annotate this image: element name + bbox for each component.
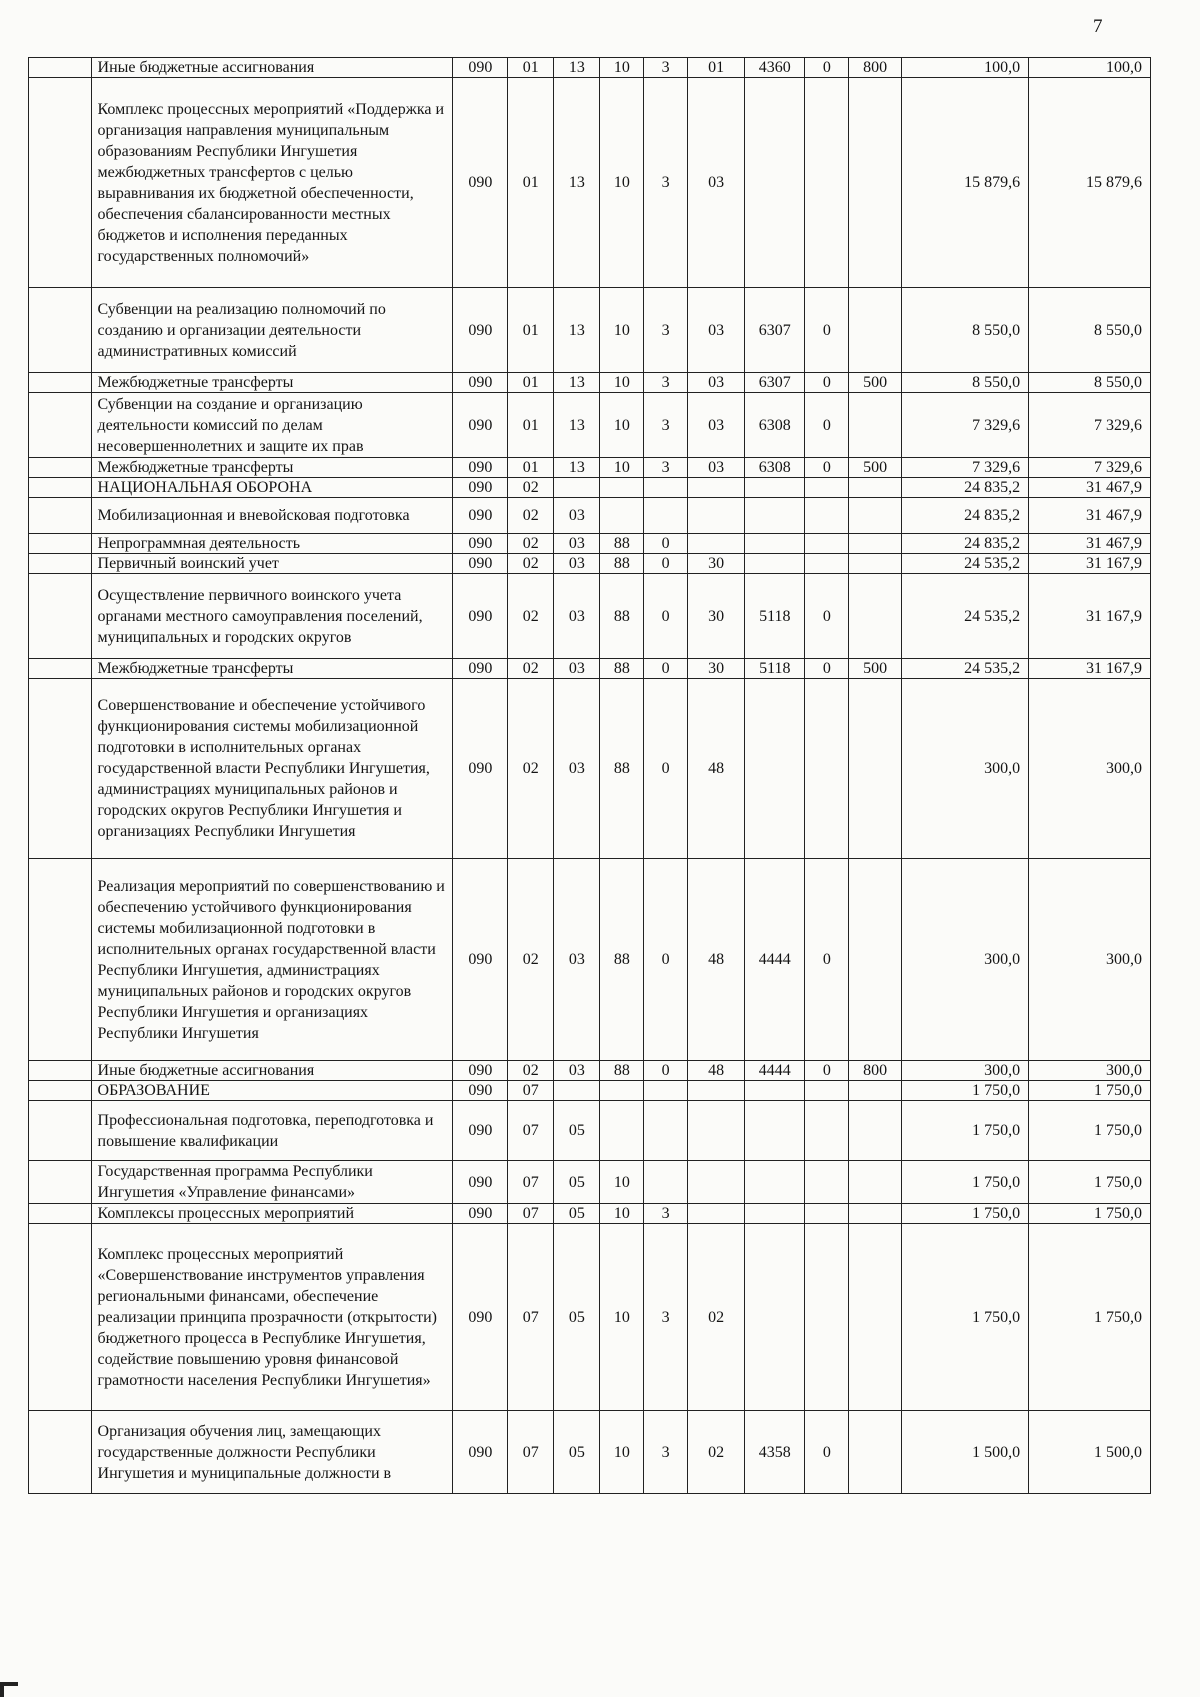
subprogram-code-cell: 3 — [644, 78, 688, 288]
measure-code-cell — [688, 1081, 745, 1101]
table-row — [29, 1081, 1151, 1101]
item-name-cell: Профессиональная подготовка, переподготовка и повышение квалификации — [91, 1101, 453, 1161]
section-code-cell: 02 — [508, 554, 554, 574]
section-code-cell: 02 — [508, 1061, 554, 1081]
budget-table — [28, 57, 1151, 1494]
section-code-cell: 02 — [508, 498, 554, 534]
program-code-cell: 10 — [600, 1204, 644, 1224]
program-code-cell — [600, 1081, 644, 1101]
program-code-cell: 88 — [600, 1061, 644, 1081]
ministry-code-cell: 090 — [453, 1161, 508, 1204]
section-code-cell: 07 — [508, 1101, 554, 1161]
measure-code-cell: 02 — [688, 1411, 745, 1494]
direction-code-cell: 6308 — [745, 393, 805, 458]
measure-code-cell: 48 — [688, 679, 745, 859]
section-code-cell: 02 — [508, 859, 554, 1061]
table-row — [29, 1204, 1151, 1224]
amount-year2-cell: 31 167,9 — [1029, 554, 1151, 574]
amount-year2-cell: 300,0 — [1029, 859, 1151, 1061]
amount-year1-cell: 1 750,0 — [901, 1161, 1028, 1204]
expense-type-code-cell: 800 — [849, 1061, 902, 1081]
row-number-cell — [29, 1101, 92, 1161]
subsection-code-cell: 13 — [554, 58, 600, 78]
amount-year2-cell: 15 879,6 — [1029, 78, 1151, 288]
subsection-code-cell: 13 — [554, 288, 600, 373]
measure-code-cell: 30 — [688, 554, 745, 574]
direction-code-cell — [745, 679, 805, 859]
subsection-code-cell: 05 — [554, 1204, 600, 1224]
item-name-cell: Межбюджетные трансферты — [91, 659, 453, 679]
subprogram-code-cell: 0 — [644, 1061, 688, 1081]
subsection-code-cell: 13 — [554, 373, 600, 393]
expense-type-code-cell — [849, 1411, 902, 1494]
program-code-cell: 10 — [600, 393, 644, 458]
program-code-cell: 88 — [600, 659, 644, 679]
ministry-code-cell: 090 — [453, 574, 508, 659]
direction-code-cell: 5118 — [745, 574, 805, 659]
amount-year1-cell: 300,0 — [901, 1061, 1028, 1081]
amount-year1-cell: 1 500,0 — [901, 1411, 1028, 1494]
subsection-code-cell — [554, 1081, 600, 1101]
table-row — [29, 574, 1151, 659]
direction-code-cell: 4358 — [745, 1411, 805, 1494]
amount-year2-cell: 1 750,0 — [1029, 1101, 1151, 1161]
direction-code-cell — [745, 554, 805, 574]
ministry-code-cell: 090 — [453, 659, 508, 679]
subprogram-code-cell: 3 — [644, 458, 688, 478]
subprogram-code-cell: 0 — [644, 534, 688, 554]
table-row — [29, 1061, 1151, 1081]
item-name-cell: Реализация мероприятий по совершенствованию и обеспечению устойчивого функционирования системы мобилизационной подготовки в исполнительных органах государственной власти Республики Ингушетия, администрациях муниципальных районов и городских округов Республики Ингушетия и организациях Республики Ингушетия — [91, 859, 453, 1061]
item-name-cell: Комплекс процессных мероприятий «Поддержка и организация направления муниципальным образованиям Республики Ингушетия межбюджетных трансфертов с целью выравнивания их бюджетной обеспеченности, обеспечения сбалансированности местных бюджетов и исполнения переданных государственных полномочий» — [91, 78, 453, 288]
subsection-code-cell: 03 — [554, 534, 600, 554]
item-name-cell: Осуществление первичного воинского учета органами местного самоуправления поселений, муниципальных и городских округов — [91, 574, 453, 659]
amount-year1-cell: 1 750,0 — [901, 1081, 1028, 1101]
row-number-cell — [29, 1411, 92, 1494]
row-number-cell — [29, 859, 92, 1061]
expense-type-code-cell: 500 — [849, 458, 902, 478]
expense-type-code-cell — [849, 534, 902, 554]
row-number-cell — [29, 1081, 92, 1101]
sub-direction-code-cell — [805, 1161, 849, 1204]
item-name-cell: Комплексы процессных мероприятий — [91, 1204, 453, 1224]
subsection-code-cell: 05 — [554, 1411, 600, 1494]
subprogram-code-cell — [644, 478, 688, 498]
row-number-cell — [29, 534, 92, 554]
subsection-code-cell: 03 — [554, 574, 600, 659]
sub-direction-code-cell: 0 — [805, 458, 849, 478]
subprogram-code-cell: 3 — [644, 58, 688, 78]
direction-code-cell — [745, 498, 805, 534]
amount-year2-cell: 100,0 — [1029, 58, 1151, 78]
measure-code-cell: 01 — [688, 58, 745, 78]
direction-code-cell: 6307 — [745, 373, 805, 393]
measure-code-cell: 03 — [688, 458, 745, 478]
amount-year1-cell: 1 750,0 — [901, 1101, 1028, 1161]
section-code-cell: 01 — [508, 78, 554, 288]
item-name-cell: Непрограммная деятельность — [91, 534, 453, 554]
sub-direction-code-cell: 0 — [805, 373, 849, 393]
sub-direction-code-cell: 0 — [805, 1411, 849, 1494]
row-number-cell — [29, 78, 92, 288]
row-number-cell — [29, 458, 92, 478]
item-name-cell: Иные бюджетные ассигнования — [91, 58, 453, 78]
sub-direction-code-cell: 0 — [805, 288, 849, 373]
table-row — [29, 679, 1151, 859]
subsection-code-cell: 05 — [554, 1101, 600, 1161]
table-row — [29, 393, 1151, 458]
measure-code-cell — [688, 478, 745, 498]
expense-type-code-cell — [849, 1224, 902, 1411]
ministry-code-cell: 090 — [453, 58, 508, 78]
subprogram-code-cell — [644, 1161, 688, 1204]
amount-year2-cell: 31 467,9 — [1029, 498, 1151, 534]
section-code-cell: 02 — [508, 679, 554, 859]
row-number-cell — [29, 1061, 92, 1081]
subsection-code-cell: 05 — [554, 1224, 600, 1411]
measure-code-cell: 30 — [688, 659, 745, 679]
measure-code-cell — [688, 498, 745, 534]
sub-direction-code-cell — [805, 1101, 849, 1161]
ministry-code-cell: 090 — [453, 1061, 508, 1081]
ministry-code-cell: 090 — [453, 1411, 508, 1494]
program-code-cell: 10 — [600, 1411, 644, 1494]
item-name-cell: ОБРАЗОВАНИЕ — [91, 1081, 453, 1101]
subprogram-code-cell: 3 — [644, 393, 688, 458]
scan-edge-mark-vertical — [0, 1682, 4, 1697]
sub-direction-code-cell: 0 — [805, 1061, 849, 1081]
subsection-code-cell: 05 — [554, 1161, 600, 1204]
table-row — [29, 1101, 1151, 1161]
sub-direction-code-cell — [805, 478, 849, 498]
row-number-cell — [29, 679, 92, 859]
amount-year1-cell: 300,0 — [901, 859, 1028, 1061]
ministry-code-cell: 090 — [453, 1101, 508, 1161]
expense-type-code-cell: 500 — [849, 373, 902, 393]
measure-code-cell: 30 — [688, 574, 745, 659]
sub-direction-code-cell: 0 — [805, 659, 849, 679]
direction-code-cell: 4444 — [745, 1061, 805, 1081]
expense-type-code-cell — [849, 859, 902, 1061]
sub-direction-code-cell: 0 — [805, 859, 849, 1061]
measure-code-cell — [688, 1101, 745, 1161]
amount-year2-cell: 31 467,9 — [1029, 534, 1151, 554]
amount-year1-cell: 24 535,2 — [901, 574, 1028, 659]
table-row — [29, 1224, 1151, 1411]
expense-type-code-cell — [849, 498, 902, 534]
sub-direction-code-cell — [805, 1204, 849, 1224]
subprogram-code-cell: 0 — [644, 574, 688, 659]
program-code-cell: 88 — [600, 554, 644, 574]
direction-code-cell — [745, 1081, 805, 1101]
expense-type-code-cell: 800 — [849, 58, 902, 78]
sub-direction-code-cell — [805, 679, 849, 859]
item-name-cell: Субвенции на реализацию полномочий по созданию и организации деятельности административных комиссий — [91, 288, 453, 373]
row-number-cell — [29, 373, 92, 393]
expense-type-code-cell — [849, 554, 902, 574]
amount-year2-cell: 1 750,0 — [1029, 1224, 1151, 1411]
subprogram-code-cell: 3 — [644, 1204, 688, 1224]
ministry-code-cell: 090 — [453, 534, 508, 554]
section-code-cell: 01 — [508, 458, 554, 478]
table-row — [29, 659, 1151, 679]
subprogram-code-cell: 0 — [644, 679, 688, 859]
direction-code-cell: 5118 — [745, 659, 805, 679]
row-number-cell — [29, 1204, 92, 1224]
subprogram-code-cell: 0 — [644, 859, 688, 1061]
subsection-code-cell: 03 — [554, 659, 600, 679]
expense-type-code-cell — [849, 478, 902, 498]
sub-direction-code-cell — [805, 1081, 849, 1101]
program-code-cell: 10 — [600, 58, 644, 78]
row-number-cell — [29, 478, 92, 498]
table-row — [29, 458, 1151, 478]
amount-year2-cell: 31 167,9 — [1029, 574, 1151, 659]
subsection-code-cell: 13 — [554, 78, 600, 288]
subprogram-code-cell — [644, 1101, 688, 1161]
table-row — [29, 498, 1151, 534]
direction-code-cell: 6308 — [745, 458, 805, 478]
expense-type-code-cell — [849, 1101, 902, 1161]
program-code-cell: 88 — [600, 679, 644, 859]
program-code-cell: 88 — [600, 859, 644, 1061]
amount-year2-cell: 300,0 — [1029, 679, 1151, 859]
direction-code-cell — [745, 1101, 805, 1161]
ministry-code-cell: 090 — [453, 288, 508, 373]
subsection-code-cell: 13 — [554, 458, 600, 478]
ministry-code-cell: 090 — [453, 1204, 508, 1224]
amount-year1-cell: 24 835,2 — [901, 478, 1028, 498]
program-code-cell — [600, 498, 644, 534]
amount-year2-cell: 31 167,9 — [1029, 659, 1151, 679]
subsection-code-cell: 03 — [554, 1061, 600, 1081]
expense-type-code-cell — [849, 78, 902, 288]
measure-code-cell: 03 — [688, 373, 745, 393]
section-code-cell: 07 — [508, 1411, 554, 1494]
measure-code-cell: 48 — [688, 1061, 745, 1081]
amount-year1-cell: 24 835,2 — [901, 534, 1028, 554]
sub-direction-code-cell — [805, 534, 849, 554]
item-name-cell: Мобилизационная и вневойсковая подготовка — [91, 498, 453, 534]
section-code-cell: 01 — [508, 288, 554, 373]
section-code-cell: 02 — [508, 659, 554, 679]
item-name-cell: Государственная программа Республики Ингушетия «Управление финансами» — [91, 1161, 453, 1204]
measure-code-cell: 48 — [688, 859, 745, 1061]
ministry-code-cell: 090 — [453, 458, 508, 478]
amount-year2-cell: 8 550,0 — [1029, 373, 1151, 393]
section-code-cell: 01 — [508, 393, 554, 458]
program-code-cell: 88 — [600, 574, 644, 659]
direction-code-cell: 6307 — [745, 288, 805, 373]
ministry-code-cell: 090 — [453, 478, 508, 498]
item-name-cell: НАЦИОНАЛЬНАЯ ОБОРОНА — [91, 478, 453, 498]
item-name-cell: Субвенции на создание и организацию деятельности комиссий по делам несовершеннолетних и защите их прав — [91, 393, 453, 458]
subprogram-code-cell: 3 — [644, 288, 688, 373]
section-code-cell: 07 — [508, 1224, 554, 1411]
subprogram-code-cell: 3 — [644, 1411, 688, 1494]
section-code-cell: 07 — [508, 1081, 554, 1101]
row-number-cell — [29, 554, 92, 574]
ministry-code-cell: 090 — [453, 1224, 508, 1411]
expense-type-code-cell — [849, 1161, 902, 1204]
amount-year1-cell: 24 535,2 — [901, 554, 1028, 574]
expense-type-code-cell — [849, 1204, 902, 1224]
sub-direction-code-cell — [805, 554, 849, 574]
amount-year2-cell: 7 329,6 — [1029, 393, 1151, 458]
amount-year1-cell: 24 835,2 — [901, 498, 1028, 534]
amount-year1-cell: 7 329,6 — [901, 458, 1028, 478]
table-row — [29, 58, 1151, 78]
table-row — [29, 1411, 1151, 1494]
item-name-cell: Первичный воинский учет — [91, 554, 453, 574]
direction-code-cell — [745, 478, 805, 498]
item-name-cell: Организация обучения лиц, замещающих государственные должности Республики Ингушетия и муниципальные должности в — [91, 1411, 453, 1494]
amount-year1-cell: 8 550,0 — [901, 288, 1028, 373]
amount-year2-cell: 300,0 — [1029, 1061, 1151, 1081]
subprogram-code-cell: 3 — [644, 1224, 688, 1411]
measure-code-cell — [688, 1204, 745, 1224]
program-code-cell: 10 — [600, 288, 644, 373]
sub-direction-code-cell — [805, 78, 849, 288]
subprogram-code-cell: 3 — [644, 373, 688, 393]
section-code-cell: 07 — [508, 1161, 554, 1204]
amount-year1-cell: 7 329,6 — [901, 393, 1028, 458]
direction-code-cell — [745, 1161, 805, 1204]
program-code-cell: 10 — [600, 1161, 644, 1204]
direction-code-cell — [745, 78, 805, 288]
row-number-cell — [29, 393, 92, 458]
expense-type-code-cell — [849, 1081, 902, 1101]
sub-direction-code-cell: 0 — [805, 574, 849, 659]
item-name-cell: Совершенствование и обеспечение устойчивого функционирования системы мобилизационной подготовки в исполнительных органах государственной власти Республики Ингушетия, администрациях муниципальных районов и городских округов Республики Ингушетия и организациях Республики Ингушетия — [91, 679, 453, 859]
item-name-cell: Межбюджетные трансферты — [91, 458, 453, 478]
program-code-cell: 10 — [600, 458, 644, 478]
ministry-code-cell: 090 — [453, 554, 508, 574]
row-number-cell — [29, 1161, 92, 1204]
table-row — [29, 534, 1151, 554]
subprogram-code-cell — [644, 1081, 688, 1101]
row-number-cell — [29, 1224, 92, 1411]
item-name-cell: Комплекс процессных мероприятий «Совершенствование инструментов управления региональными финансами, обеспечение реализации принципа прозрачности (открытости) бюджетного процесса в Республике Ингушетия, содействие повышению уровня финансовой грамотности населения Республики Ингушетия» — [91, 1224, 453, 1411]
measure-code-cell — [688, 1161, 745, 1204]
table-row — [29, 478, 1151, 498]
amount-year1-cell: 1 750,0 — [901, 1204, 1028, 1224]
measure-code-cell: 02 — [688, 1224, 745, 1411]
program-code-cell — [600, 478, 644, 498]
row-number-cell — [29, 288, 92, 373]
subsection-code-cell: 03 — [554, 859, 600, 1061]
ministry-code-cell: 090 — [453, 1081, 508, 1101]
amount-year1-cell: 24 535,2 — [901, 659, 1028, 679]
section-code-cell: 07 — [508, 1204, 554, 1224]
table-row — [29, 859, 1151, 1061]
section-code-cell: 02 — [508, 574, 554, 659]
program-code-cell: 10 — [600, 373, 644, 393]
row-number-cell — [29, 58, 92, 78]
amount-year2-cell: 1 750,0 — [1029, 1204, 1151, 1224]
section-code-cell: 01 — [508, 58, 554, 78]
row-number-cell — [29, 574, 92, 659]
amount-year2-cell: 7 329,6 — [1029, 458, 1151, 478]
subsection-code-cell — [554, 478, 600, 498]
row-number-cell — [29, 498, 92, 534]
subprogram-code-cell — [644, 498, 688, 534]
sub-direction-code-cell — [805, 498, 849, 534]
amount-year2-cell: 1 500,0 — [1029, 1411, 1151, 1494]
section-code-cell: 02 — [508, 534, 554, 554]
amount-year1-cell: 8 550,0 — [901, 373, 1028, 393]
measure-code-cell: 03 — [688, 393, 745, 458]
subsection-code-cell: 03 — [554, 554, 600, 574]
program-code-cell: 10 — [600, 78, 644, 288]
ministry-code-cell: 090 — [453, 679, 508, 859]
ministry-code-cell: 090 — [453, 859, 508, 1061]
sub-direction-code-cell: 0 — [805, 393, 849, 458]
table-row — [29, 288, 1151, 373]
measure-code-cell: 03 — [688, 78, 745, 288]
expense-type-code-cell — [849, 288, 902, 373]
amount-year1-cell: 300,0 — [901, 679, 1028, 859]
row-number-cell — [29, 659, 92, 679]
expense-type-code-cell — [849, 574, 902, 659]
subsection-code-cell: 03 — [554, 679, 600, 859]
sub-direction-code-cell: 0 — [805, 58, 849, 78]
ministry-code-cell: 090 — [453, 78, 508, 288]
subprogram-code-cell: 0 — [644, 659, 688, 679]
sub-direction-code-cell — [805, 1224, 849, 1411]
measure-code-cell — [688, 534, 745, 554]
direction-code-cell — [745, 534, 805, 554]
ministry-code-cell: 090 — [453, 373, 508, 393]
amount-year1-cell: 15 879,6 — [901, 78, 1028, 288]
amount-year1-cell: 1 750,0 — [901, 1224, 1028, 1411]
amount-year1-cell: 100,0 — [901, 58, 1028, 78]
item-name-cell: Межбюджетные трансферты — [91, 373, 453, 393]
program-code-cell: 88 — [600, 534, 644, 554]
expense-type-code-cell — [849, 679, 902, 859]
program-code-cell — [600, 1101, 644, 1161]
amount-year2-cell: 8 550,0 — [1029, 288, 1151, 373]
table-row — [29, 554, 1151, 574]
amount-year2-cell: 1 750,0 — [1029, 1081, 1151, 1101]
section-code-cell: 02 — [508, 478, 554, 498]
expense-type-code-cell — [849, 393, 902, 458]
item-name-cell: Иные бюджетные ассигнования — [91, 1061, 453, 1081]
program-code-cell: 10 — [600, 1224, 644, 1411]
ministry-code-cell: 090 — [453, 393, 508, 458]
subsection-code-cell: 03 — [554, 498, 600, 534]
page-number: 7 — [1093, 16, 1103, 37]
table-row — [29, 1161, 1151, 1204]
direction-code-cell: 4444 — [745, 859, 805, 1061]
section-code-cell: 01 — [508, 373, 554, 393]
expense-type-code-cell: 500 — [849, 659, 902, 679]
amount-year2-cell: 1 750,0 — [1029, 1161, 1151, 1204]
subsection-code-cell: 13 — [554, 393, 600, 458]
measure-code-cell: 03 — [688, 288, 745, 373]
table-row — [29, 78, 1151, 288]
subprogram-code-cell: 0 — [644, 554, 688, 574]
direction-code-cell — [745, 1204, 805, 1224]
direction-code-cell — [745, 1224, 805, 1411]
direction-code-cell: 4360 — [745, 58, 805, 78]
table-row — [29, 373, 1151, 393]
ministry-code-cell: 090 — [453, 498, 508, 534]
amount-year2-cell: 31 467,9 — [1029, 478, 1151, 498]
